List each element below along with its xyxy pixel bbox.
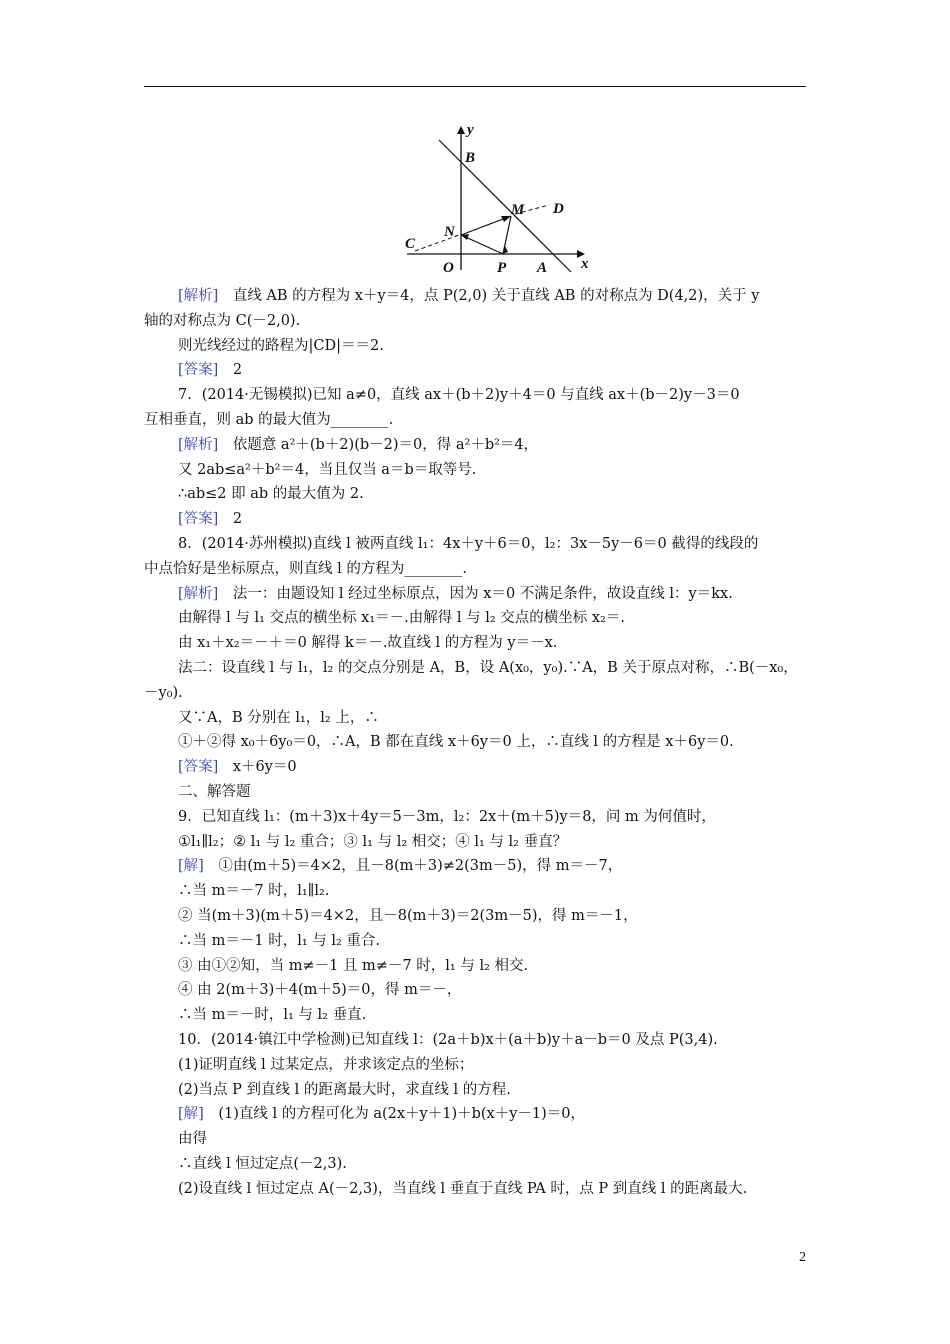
section-tag: [解] bbox=[178, 1106, 204, 1123]
line-text: 2 bbox=[218, 511, 243, 528]
line-text: 又∵A，B 分别在 l₁，l₂ 上，∴ bbox=[178, 709, 379, 726]
text-line bbox=[0, 1080, 950, 1100]
text-line bbox=[0, 1154, 950, 1174]
line-text: ∴当 m＝－时，l₁ 与 l₂ 垂直. bbox=[178, 1007, 367, 1024]
section-tag: [解] bbox=[178, 858, 204, 875]
label-p: P bbox=[497, 260, 507, 276]
line-text: (2)当点 P 到直线 l 的距离最大时，求直线 l 的方程. bbox=[178, 1081, 511, 1098]
line-text: 法二：设直线 l 与 l₁，l₂ 的交点分别是 A，B，设 A(x₀，y₀).∵A，B 关于原点对称，∴B(－x₀， bbox=[178, 660, 798, 676]
label-x: x bbox=[581, 256, 589, 272]
line-text: ∴当 m＝－1 时，l₁ 与 l₂ 重合. bbox=[178, 932, 381, 949]
section-tag: [解析] bbox=[178, 585, 219, 602]
text-line bbox=[0, 534, 950, 554]
text-line bbox=[0, 1005, 950, 1025]
line-text: 由 x₁＋x₂＝－＋＝0 解得 k＝－.故直线 l 的方程为 y＝－x. bbox=[178, 635, 558, 652]
text-line bbox=[0, 683, 950, 703]
line-text: 互相垂直，则 ab 的最大值为________. bbox=[144, 412, 394, 428]
text-line bbox=[0, 460, 950, 480]
label-n: N bbox=[444, 224, 455, 240]
line-text: 法一：由题设知 l 经过坐标原点，因为 x＝0 不满足条件，故设直线 l：y＝kx. bbox=[218, 585, 733, 602]
line-text: 由得 bbox=[178, 1131, 207, 1148]
label-c: C bbox=[405, 236, 416, 252]
text-line bbox=[0, 782, 950, 802]
line-text: x＋6y＝0 bbox=[218, 759, 297, 776]
text-line bbox=[0, 931, 950, 951]
text-line bbox=[0, 633, 950, 653]
text-line bbox=[0, 1179, 950, 1199]
text-line bbox=[0, 1129, 950, 1149]
line-text: ② 当(m＋3)(m＋5)＝4×2，且－8(m＋3)＝2(3m－5)，得 m＝－1， bbox=[178, 908, 638, 924]
line-text: (1)直线 l 的方程可化为 a(2x＋y＋1)＋b(x＋y－1)＝0， bbox=[203, 1106, 586, 1123]
text-line bbox=[0, 732, 950, 752]
line-text: 2 bbox=[218, 362, 243, 379]
line-text: 9．已知直线 l₁：(m＋3)x＋4y＝5－3m，l₂：2x＋(m＋5)y＝8，问 m 为何值时， bbox=[178, 808, 716, 825]
text-line bbox=[0, 980, 950, 1000]
text-line bbox=[0, 559, 950, 579]
text-line bbox=[0, 336, 950, 356]
line-text: ①由(m＋5)＝4×2，且－8(m＋3)≠2(3m－5)，得 m＝－7， bbox=[203, 858, 623, 875]
label-b: B bbox=[465, 150, 476, 166]
line-text: ④ 由 2(m＋3)＋4(m＋5)＝0，得 m＝－， bbox=[178, 982, 462, 999]
page-number: 2 bbox=[799, 1250, 806, 1265]
label-y: y bbox=[467, 122, 474, 138]
line-text: ①＋②得 x₀＋6y₀＝0，∴A，B 都在直线 x＋6y＝0 上，∴直线 l 的方程是 x＋6y＝0. bbox=[178, 734, 734, 751]
text-line bbox=[0, 435, 950, 455]
text-line bbox=[0, 360, 950, 380]
line-text: 7．(2014·无锡模拟)已知 a≠0，直线 ax＋(b＋2)y＋4＝0 与直线 ax＋(b－2)y－3＝0 bbox=[178, 387, 740, 404]
section-tag: [答案] bbox=[178, 362, 219, 379]
text-line bbox=[0, 856, 950, 876]
line-text: 轴的对称点为 C(－2,0). bbox=[144, 312, 301, 329]
line-text: ∴当 m＝－7 时，l₁∥l₂. bbox=[178, 883, 330, 900]
line-text: (1)证明直线 l 过某定点，并求该定点的坐标； bbox=[178, 1056, 474, 1073]
label-d: D bbox=[553, 201, 564, 217]
text-line bbox=[0, 832, 950, 852]
text-line bbox=[0, 608, 950, 628]
label-o: O bbox=[443, 260, 454, 276]
text-line bbox=[0, 385, 950, 405]
line-text: 10．(2014·镇江中学检测)已知直线 l：(2a＋b)x＋(a＋b)y＋a－b＝0 及点 P(3,4). bbox=[178, 1032, 718, 1048]
line-text: 则光线经过的路程为|CD|＝＝2. bbox=[178, 337, 384, 354]
line-text: ∴直线 l 恒过定点(－2,3). bbox=[178, 1156, 347, 1172]
line-text: 直线 AB 的方程为 x＋y＝4，点 P(2,0) 关于直线 AB 的对称点为 D(4,2)，关于 y bbox=[218, 288, 760, 304]
text-line bbox=[0, 484, 950, 504]
section-tag: [答案] bbox=[178, 759, 219, 776]
text-line bbox=[0, 906, 950, 926]
arrow-pn bbox=[461, 234, 469, 240]
text-line bbox=[0, 1104, 950, 1124]
line-text: (2)设直线 l 恒过定点 A(－2,3)，当直线 l 垂直于直线 PA 时，点 P 到直线 l 的距离最大. bbox=[178, 1180, 748, 1197]
text-line bbox=[0, 708, 950, 728]
line-text: 二、解答题 bbox=[178, 784, 251, 800]
text-line bbox=[0, 584, 950, 604]
coordinate-diagram bbox=[395, 118, 595, 278]
text-line bbox=[0, 1030, 950, 1050]
text-line bbox=[0, 757, 950, 777]
header-rule bbox=[144, 86, 806, 87]
section-tag: [解析] bbox=[178, 436, 219, 453]
line-text: ∴ab≤2 即 ab 的最大值为 2. bbox=[178, 486, 364, 503]
line-text: 8．(2014·苏州模拟)直线 l 被两直线 l₁：4x＋y＋6＝0，l₂：3x－5y－6＝0 截得的线段的 bbox=[178, 536, 759, 552]
text-line bbox=[0, 509, 950, 529]
text-line bbox=[0, 311, 950, 331]
section-tag: [解析] bbox=[178, 288, 219, 304]
line-text: 中点恰好是坐标原点，则直线 l 的方程为________. bbox=[144, 560, 467, 577]
section-tag: [答案] bbox=[178, 511, 219, 528]
line-text: 依题意 a²＋(b＋2)(b－2)＝0，得 a²＋b²＝4， bbox=[218, 436, 539, 453]
arrow-mp bbox=[502, 246, 508, 254]
geometry-figure bbox=[395, 118, 595, 278]
line-text: －y₀). bbox=[144, 684, 183, 701]
label-m: M bbox=[511, 202, 525, 218]
text-line bbox=[0, 658, 950, 678]
text-line bbox=[0, 286, 950, 306]
text-line bbox=[0, 807, 950, 827]
text-line bbox=[0, 881, 950, 901]
text-line bbox=[0, 956, 950, 976]
text-line bbox=[0, 410, 950, 430]
text-line bbox=[0, 1055, 950, 1075]
line-text: ①l₁∥l₂；② l₁ 与 l₂ 重合；③ l₁ 与 l₂ 相交；④ l₁ 与 l₂ 垂直？ bbox=[178, 833, 568, 850]
line-text: 又 2ab≤a²＋b²＝4，当且仅当 a＝b＝取等号. bbox=[178, 461, 477, 478]
line-text: ③ 由①②知，当 m≠－1 且 m≠－7 时，l₁ 与 l₂ 相交. bbox=[178, 957, 529, 974]
line-text: 由解得 l 与 l₁ 交点的横坐标 x₁＝－.由解得 l 与 l₂ 交点的横坐标 x₂＝. bbox=[178, 610, 625, 627]
label-a: A bbox=[537, 260, 548, 276]
y-axis-arrow bbox=[457, 126, 465, 134]
